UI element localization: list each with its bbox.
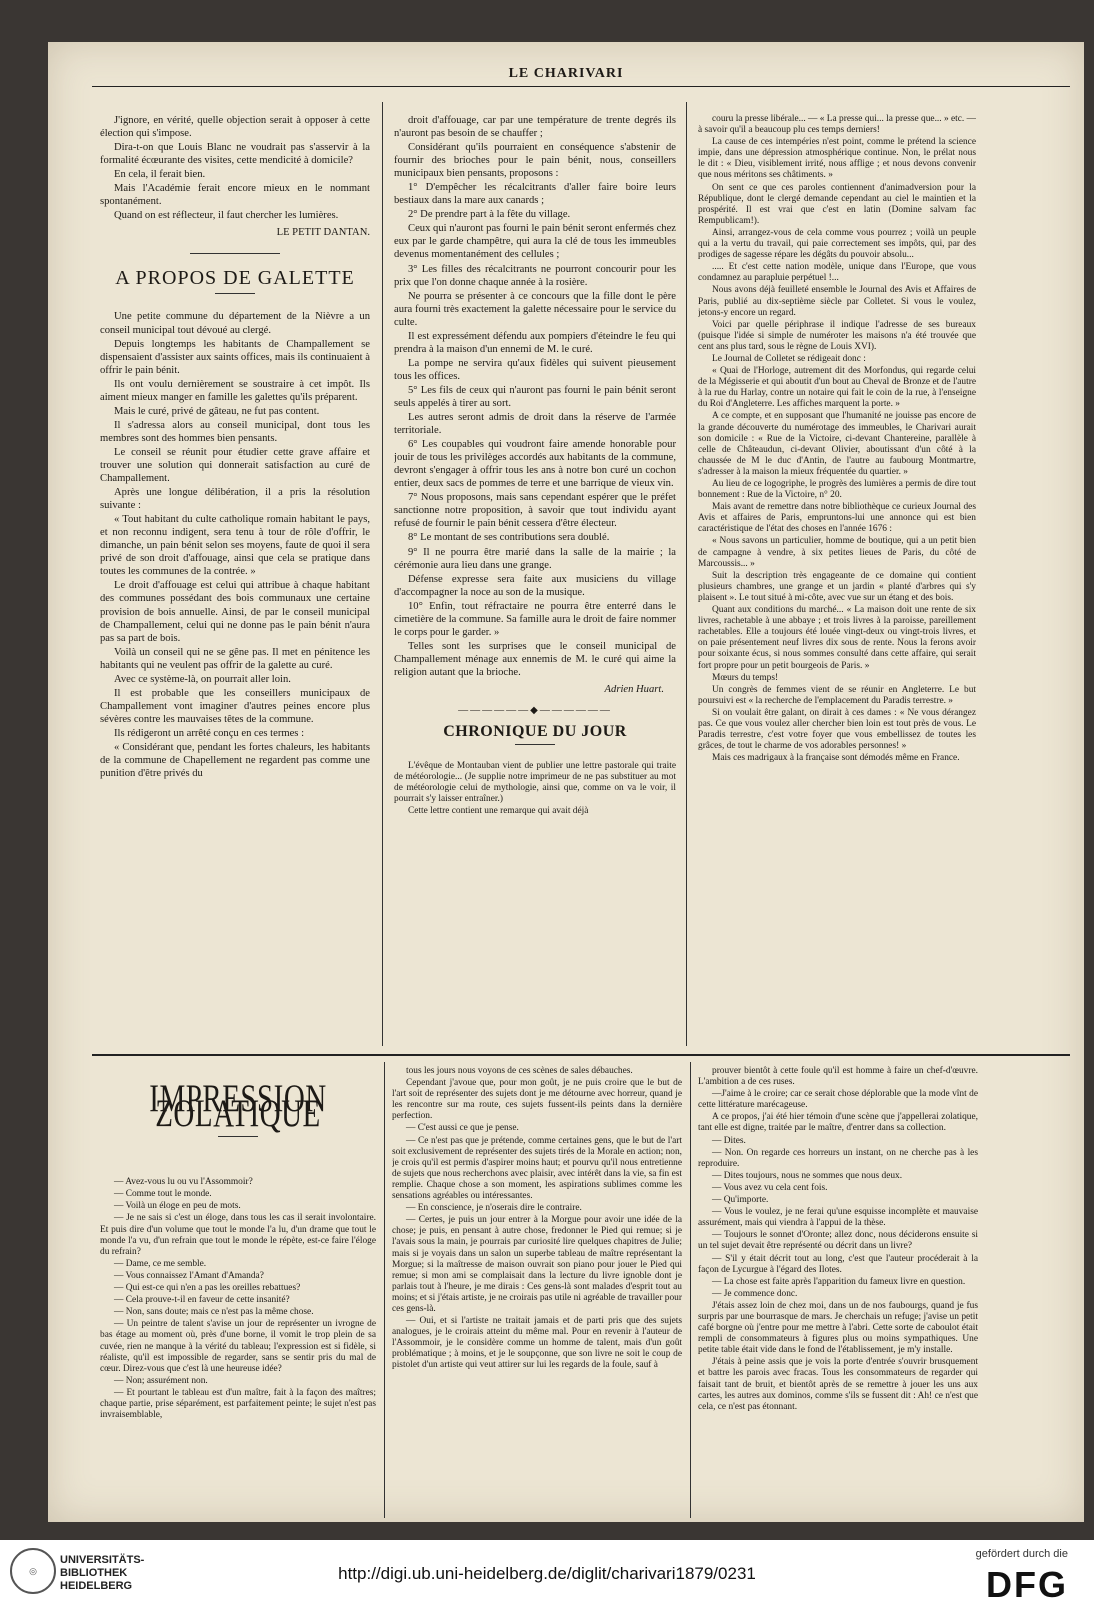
paragraph: 5° Les fils de ceux qui n'auront pas fourni le pain bénit seront seuls appelés à tirer au sort. — [394, 384, 676, 409]
column-rule — [690, 1062, 691, 1518]
col1-paragraphs — [100, 310, 370, 780]
paragraph: A ce propos, j'ai été hier témoin d'une scène que j'appellerai zolatique, tant elle est digne, traitée par le maître, d'entrer dans sa collection. — [698, 1112, 978, 1134]
paragraph: — Avez-vous lu ou vu l'Assommoir? — [114, 1177, 253, 1188]
paragraph: ..... Et c'est cette nation modèle, unique dans l'Europe, que vous condamnez au parapluie perpétuel !... — [698, 262, 976, 284]
paragraph: 7° Nous proposons, mais sans cependant espérer que le préfet sanctionne notre proposition, à savoir que tout individu ayant refusé de fournir le pain bénit cessera d'être électeur. — [394, 492, 676, 530]
paragraph: La cause de ces intempéries n'est point, comme le prétend la science impie, dans une dépression atmosphérique continue. Non, le prélat nous le dit : « Dieu, visiblement irrité, nous afflige ; et nous devons convenir que nous méritons ses châtiments. » — [698, 137, 976, 181]
paragraph: Il s'adressa alors au conseil municipal, dont tous les membres sont des hommes bien pensants. — [100, 419, 370, 444]
column-rule — [686, 102, 687, 1046]
paragraph: Au lieu de ce logogriphe, le progrès des lumières a permis de dire tout bonnement : Rue de la Victoire, n° 20. — [698, 479, 976, 501]
paragraph: — Je ne sais si c'est un éloge, dans tous les cas il serait involontaire. Et puis dire d'un volume que tout le monde l'a lu, d'un drame que tout le monde l'a vu, d'un refrain que tout le monde le répète, est-ce faire l'éloge du refrain? — [100, 1213, 376, 1257]
paragraph: — Dame, ce me semble. — [114, 1258, 207, 1269]
paragraph: —J'aime à le croire; car ce serait chose déplorable que la mode vînt de cette littérature marécageuse. — [698, 1089, 978, 1111]
paragraph: — La chose est faite après l'apparition du fameux livre en question. — [712, 1276, 966, 1287]
paragraph: — Ce n'est pas que je prétende, comme certaines gens, que le but de l'art soit exclusivement de représenter des sujets tirés de la Morale en action; non, je crois qu'il est permis d'aspirer moins haut; et pourvu qu'il nous entretienne de sujets que nous recherchons avec plaisir, avec intérêt dans la vie, sa fin est remplie. Chaque chose a son moment, les aspirations sublimes comme les sensations agréables ou intéressantes. — [392, 1135, 682, 1202]
paragraph: — Non; assurément non. — [114, 1375, 208, 1386]
paragraph: « Quai de l'Horloge, autrement dit des Morfondus, qui regarde celui de la Mégisserie et qui aboutit d'un bout au Cheval de Bronze et de l'autre à la rue du Harlay, contre un notaire qui fait le coin de la rue, à l'enseigne du Roi d'Angleterre. Les affiches marquent la porte. » — [698, 366, 976, 410]
paragraph: Les autres seront admis de droit dans la réserve de l'armée territoriale. — [394, 412, 676, 437]
paragraph: Mais avant de remettre dans notre bibliothèque ce curieux Journal des Avis et affaires de Paris, empruntons-lui une annonce qui est bien caractéristique de l'état des choses en l'année 1676 : — [698, 502, 976, 535]
paragraph: « Considérant que, pendant les fortes chaleurs, les habitants de la commune de Chapellement ne regardent pas comme une punition d'être privés du — [100, 741, 370, 780]
paragraph: — Qui est-ce qui n'en a pas les oreilles rebattues? — [114, 1283, 301, 1294]
column-2 — [394, 114, 676, 1044]
paragraph: Le droit d'affouage est celui qui attribue à chaque habitant des communes possédant des bois communaux une certaine provision de bois annuelle. Ainsi, de par le conseil municipal de Champallement, celui qui ne donne pas le pain bénit n'aura pas sa part de bois. — [100, 580, 370, 644]
paragraph: Mais ces madrigaux à la française sont démodés même en France. — [712, 753, 960, 764]
paragraph: — Vous le voulez, je ne ferai qu'une esquisse incomplète et mauvaise assurément, mais qui viendra à l'appui de la thèse. — [698, 1207, 978, 1229]
paragraph: On sent ce que ces paroles contiennent d'animadversion pour la République, dont le clergé demande cependant au ciel le maintien et la prospérité. Il est vrai que c'est en latin (Domine salvam fac Rempublicam!). — [698, 182, 976, 226]
funder-note: gefördert durch die — [975, 1548, 1068, 1560]
top-rule — [92, 86, 1070, 87]
separator — [100, 253, 370, 254]
paragraph: Suit la description très engageante de ce domaine qui contient plusieurs chambres, une grange et un jardin « planté d'arbres qui s'y plaisent ». Le tout situé à mi-côte, avec vue sur un étang et des bois. — [698, 570, 976, 603]
paragraph: — Certes, je puis un jour entrer à la Morgue pour avoir une idée de la chose; je puis, en pensant à autre chose, fredonner le Pied qui remue; si je l'avais sous la main, je pourrais par curiosité lire quelques chapitres de Julie; mais si je voyais dans un salon un superbe tableau de maître représentant la Morgue; si la maîtresse de maison ouvrait son piano pour jouer le Pied qui remue; si mon ami se complaisait dans la lecture du livre ignoble dont je parlais tout à l'heure, je me dirais : Ces gens-là sont malades d'esprit tout au moins; et si j'étais artiste, je ne croirais pas utile ni agréable de travailler pour ces gens-là. — [392, 1215, 682, 1314]
paragraph: 2° De prendre part à la fête du village. — [408, 209, 571, 221]
paragraph: prouver bientôt à cette foule qu'il est homme à faire un chef-d'œuvre. L'ambition a de ces ruses. — [698, 1066, 978, 1088]
masthead: LE CHARIVARI — [508, 66, 624, 81]
paragraph: — S'il y était décrit tout au long, c'est que l'auteur procéderait à la façon de Lycurgue à l'égard des Ilotes. — [698, 1253, 978, 1275]
bottom-col3-paragraphs — [698, 1066, 978, 1413]
logo-line: HEIDELBERG — [60, 1580, 133, 1592]
paragraph: Si on voulait être galant, on dirait à ces dames : « Ne vous dérangez pas. Ce que vous voulez aller chercher bien loin est tout près de vous. Le Paradis terrestre, c'est votre foyer que vous embellissez de toutes les grâces, de tout le charme de vos adorables personnes! » — [698, 707, 976, 752]
paragraph: Telles sont les surprises que le conseil municipal de Champallement ménage aux ennemis de M. le curé qui aime la religion autant que la brioche. — [394, 640, 676, 678]
bottom-col2-paragraphs — [392, 1066, 682, 1372]
paragraph: — Non, sans doute; mais ce n'est pas la même chose. — [114, 1307, 314, 1318]
column-1 — [100, 114, 370, 1044]
column-rule — [382, 102, 383, 1046]
paragraph: Il est probable que les conseillers municipaux de Champallement vont imaginer d'autres peines encore plus sévères contre les mauvaises têtes de la commune. — [100, 687, 370, 725]
column-rule — [384, 1062, 385, 1518]
paragraph: — Non. On regarde ces horreurs un instant, on ne cherche pas à les reproduire. — [698, 1147, 978, 1169]
col1-intro — [100, 114, 370, 222]
paragraph: Avec ce système-là, on pourrait aller loin. — [114, 673, 291, 685]
paragraph: Quand on est réflecteur, il faut chercher les lumières. — [114, 210, 339, 222]
paragraph: Cependant j'avoue que, pour mon goût, je ne puis croire que le but de l'art soit de représenter des sujets dont je me détourne avec horreur, quand je les rencontre sur ma route, ces sujets fussent-ils peints dans la dernière perfection. — [392, 1078, 682, 1122]
paragraph: — Voilà un éloge en peu de mots. — [114, 1201, 241, 1212]
viewer-footer — [0, 1540, 1094, 1616]
newspaper-page — [48, 42, 1084, 1522]
paragraph: A ce compte, et en supposant que l'humanité ne jouisse pas encore de la grande découverte du numérotage des immeubles, le Charivari aurait son domicile : « Rue de la Victoire, ci-devant Chantereine, parallèle à celle de Châteaudun, ci-devant Olivier, aboutissant d'un côté à la chaussée de M le duc d'Antin, de l'autre au faubourg Montmartre, s'adresser à la maison la mieux fréquentée du quartier. » — [698, 411, 976, 477]
paragraph: Mais le curé, privé de gâteau, ne fut pas content. — [114, 405, 320, 417]
paragraph: Considérant qu'ils pourraient en conséquence s'abstenir de fournir des brioches pour le pain bénit, nous, conseillers municipaux bien pensants, proposons : — [394, 142, 676, 180]
paragraph: Mais l'Académie ferait encore mieux en le nommant spontanément. — [100, 183, 370, 208]
paragraph: Depuis longtemps les habitants de Champallement se dispensaient d'assister aux saints offices, mais ils continuaient à offrir le pain bénit. — [100, 338, 370, 376]
paragraph: — Vous connaissez l'Amant d'Amanda? — [114, 1270, 264, 1281]
paragraph: — Un peintre de talent s'avise un jour de représenter un ivrogne de bas étage au moment où, près d'une borne, il vomit le trop plein de sa cuvée, rien ne manque à la vérité du tableau; l'expression est si fidèle, si réaliste, qu'il est impossible de regarder, sans se sentir pris du mal de cœur. Direz-vous que c'est là une heureuse idée? — [100, 1319, 376, 1374]
chronique-title: CHRONIQUE DU JOUR — [443, 723, 627, 741]
paragraph: Ne pourra se présenter à ce concours que la fille dont le père aura fourni très exactement la galette nécessaire pour le service du culte. — [394, 290, 676, 328]
paragraph: 10° Enfin, tout réfractaire ne pourra être enterré dans le cimetière de la commune. Sa famille aura le droit de faire nommer le corps pour le garder. » — [394, 600, 676, 638]
paragraph: J'ignore, en vérité, quelle objection serait à opposer à cette élection qui s'impose. — [100, 115, 370, 140]
paragraph: J'étais assez loin de chez moi, dans un de nos faubourgs, quand je fus surpris par une bourrasque de mars. Je cherchais un refuge; j'avise un petit café borgne où j'entre pour me mettre à l'abri. Cette sorte de caboulot était rempli de consommateurs à figures plus ou moins sympathiques. Une petite table était vide dans le fond de l'établissement, je m'y installe. — [698, 1300, 978, 1356]
paragraph: — Toujours le sonnet d'Oronte; allez donc, nous déciderons ensuite si un tel sujet devait être représenté ou décrit dans un livre? — [698, 1230, 978, 1252]
col3-paragraphs — [698, 114, 976, 764]
paragraph: Ils ont voulu dernièrement se soustraire à cet impôt. Ils aiment mieux manger en famille les galettes qu'ils préparent. — [100, 378, 370, 403]
paragraph: — Comme tout le monde. — [114, 1189, 212, 1200]
paragraph: — C'est aussi ce que je pense. — [406, 1123, 519, 1134]
paragraph: Le conseil se réunit pour étudier cette grave affaire et trouver une solution qui donnerait satisfaction au curé de Champallement. — [100, 446, 370, 485]
dfg-logo[interactable]: DFG — [986, 1564, 1068, 1605]
paragraph: — Et pourtant le tableau est d'un maître, fait à la façon des maîtres; chaque partie, prise séparément, est parfaitement peinte; le sujet n'est pas invraisemblable, — [100, 1387, 376, 1421]
paragraph: 8° Le montant de ses contributions sera doublé. — [408, 532, 610, 544]
paragraph: — Dites toujours, nous ne sommes que nous deux. — [712, 1170, 903, 1181]
chronique-paragraphs — [394, 761, 676, 817]
paragraph: Dira-t-on que Louis Blanc ne voudrait pas s'asservir à la formalité écœurante des visites, cette mendicité à domicile? — [100, 142, 370, 167]
ornament-separator: ——————◆—————— — [458, 705, 612, 717]
paragraph: Défense expresse sera faite aux musiciens du village d'accompagner la noce au son de la musique. — [394, 573, 676, 598]
paragraph: En cela, il ferait bien. — [114, 169, 206, 181]
paragraph: Voilà un conseil qui ne se gêne pas. Il met en pénitence les habitants qui ne veulent pas offrir de la galette au curé. — [100, 646, 370, 671]
article-title: A PROPOS DE GALETTE — [115, 267, 355, 290]
paragraph: « Nous savons un particulier, homme de boutique, qui a un petit bien de campagne à vendre, à six petites lieues de Paris, du côté de Marcoussis... » — [698, 536, 976, 569]
paragraph: — Qu'importe. — [712, 1195, 769, 1206]
logo-line: UNIVERSITÄTS- — [60, 1554, 145, 1566]
bottom-column-3 — [698, 1066, 978, 1516]
paragraph: couru la presse libérale... — « La presse qui... la presse que... » etc. — à savoir qu'il a beaucoup plu ces temps derniers! — [698, 114, 976, 136]
paragraph: Ils rédigeront un arrêté conçu en ces termes : — [114, 727, 305, 739]
paragraph: Nous avons déjà feuilleté ensemble le Journal des Avis et Affaires de Paris, publié au dix-septième siècle par Colletet. Si vous le voulez, jetons-y encore un regard. — [698, 285, 976, 318]
paragraph: — Je commence donc. — [712, 1288, 798, 1299]
paragraph: « Tout habitant du culte catholique romain habitant le pays, et non reconnu indigent, sera tenu à tour de rôle d'offrir, le dimanche, un pain bénit selon ses moyens, faute de quoi il sera privé de son droit d'affouage, ainsi que cela se pratique dans toutes les communes de la contrée. » — [100, 514, 370, 578]
paragraph: Ceux qui n'auront pas fourni le pain bénit seront enfermés chez eux par le garde champêtre, qui aura la clé de tous les immeubles devenus momentanément des cellules ; — [394, 223, 676, 261]
paragraph: — Vous avez vu cela cent fois. — [712, 1182, 828, 1193]
paragraph: Cette lettre contient une remarque qui avait déjà — [408, 806, 589, 817]
col2-paragraphs — [394, 114, 676, 679]
bottom-column-2 — [392, 1066, 682, 1516]
paragraph: 6° Les coupables qui voudront faire amende honorable pour jouir de tous les privilèges accordés aux habitants de la commune, devront s'engager à offrir tous les ans à notre bon curé un cochon entier, deux sacs de pommes de terre et une barrique de vieux vin. — [394, 439, 676, 490]
column-3 — [698, 114, 976, 1044]
title-rule — [215, 293, 255, 294]
paragraph: Voici par quelle périphrase il indique l'adresse de ses bureaux (puisque l'idée si simple de numéroter les maisons n'a été trouvée que cent ans plus tard, sous le règne de Louis XVI). — [698, 319, 976, 352]
logo-line: BIBLIOTHEK — [60, 1567, 128, 1579]
title-rule — [515, 744, 555, 745]
paragraph: Il est expressément défendu aux pompiers d'éteindre le feu qui prendra à la maison d'un ennemi de M. le curé. — [394, 330, 676, 355]
title-rule — [218, 1136, 258, 1137]
paragraph: — Dites. — [712, 1135, 746, 1146]
paragraph: — En conscience, je n'oserais dire le contraire. — [406, 1203, 582, 1214]
paragraph: 9° Il ne pourra être marié dans la salle de la mairie ; la cérémonie aura lieu dans une grange. — [394, 546, 676, 571]
permalink-url[interactable]: http://digi.ub.uni-heidelberg.de/diglit/charivari1879/0231 — [338, 1564, 756, 1583]
bottom-col1-paragraphs — [100, 1177, 376, 1421]
paragraph: Quant aux conditions du marché... « La maison doit une rente de six livres, rachetable à une abbaye ; et trois livres à la paroisse, pareillement rachetables. Elle a toujours été louée vingt-deux ou vingt-trois livres, et on paie présentement neuf livres dix sous de rente. Nous la ferons avoir pour soixante écus, si nous sommes consulté dans cette affaire, qui serait fort propre pour un petit bourgeois de Paris. » — [698, 605, 976, 671]
paragraph: Le Journal de Colletet se rédigeait donc : — [712, 353, 866, 364]
paragraph: 3° Les filles des récalcitrants ne pourront concourir pour les prix que l'on donne chaque année à la rosière. — [394, 263, 676, 288]
university-seal-icon: ◎ — [10, 1548, 56, 1594]
zola-title: IMPRESSION ZOLATIQUE — [149, 1077, 327, 1136]
paragraph: — Oui, et si l'artiste ne traitait jamais et de parti pris que des sujets analogues, je le croirais atteint du même mal. Pour en revenir à l'auteur de l'Assommoir, je le considère comme un homme de talent, mais d'un goût problématique ; à moins, et je le soupçonne, que son livre ne soit le coup de pistolet d'un artiste qui veut attirer sur lui les regards de la foule, sauf à — [392, 1316, 682, 1371]
paragraph: Ainsi, arrangez-vous de cela comme vous pourrez ; voilà un peuple qui a la vertu du travail, qui paie correctement ses impôts, qui, par des prodiges de sagesse répare les dégâts du pouvoir absolu... — [698, 227, 976, 261]
paragraph: tous les jours nous voyons de ces scènes de sales débauches. — [406, 1066, 633, 1076]
paragraph: L'évêque de Montauban vient de publier une lettre pastorale qui traite de météorologie... (Je supplie notre imprimeur de ne pas substituer au mot de météorologie celui de mythologie, ainsi que, comme on va le voir, il pourrait s'y laisser entraîner.) — [394, 761, 676, 805]
paragraph: Un congrès de femmes vient de se réunir en Angleterre. Le but poursuivi est « la recherche de l'emplacement du Paradis terrestre. » — [698, 684, 976, 706]
paragraph: — Cela prouve-t-il en faveur de cette insanité? — [114, 1295, 290, 1306]
paragraph: droit d'affouage, car par une température de trente degrés ils n'auront pas besoin de se chauffer ; — [394, 115, 676, 140]
paragraph: Mœurs du temps! — [712, 672, 779, 683]
paragraph: J'étais à peine assis que je vois la porte d'entrée s'ouvrir brusquement et battre les parois avec fracas. Tous les consommateurs de regarder qui faisait tant de bruit, et bientôt après de se remettre à jouer les uns aux cartes, les autres aux dominos, comme s'ils se fussent dit : Ah! ce n'est que cela, ce n'est pas étonnant. — [698, 1357, 978, 1412]
paragraph: Après une longue délibération, il a pris la résolution suivante : — [100, 487, 370, 512]
paragraph: Une petite commune du département de la Nièvre a un conseil municipal tout dévoué au clergé. — [100, 311, 370, 336]
bottom-column-1 — [100, 1070, 376, 1516]
paragraph: La pompe ne servira qu'aux fidèles qui suivent pieusement tous les offices. — [394, 357, 676, 382]
col2-signature: Adrien Huart. — [604, 683, 664, 695]
paragraph: 1° D'empêcher les récalcitrants d'aller faire boire leurs bestiaux dans la mare aux canards ; — [394, 182, 676, 207]
section-rule — [92, 1054, 1070, 1056]
col1-signature: LE PETIT DANTAN. — [276, 227, 370, 239]
